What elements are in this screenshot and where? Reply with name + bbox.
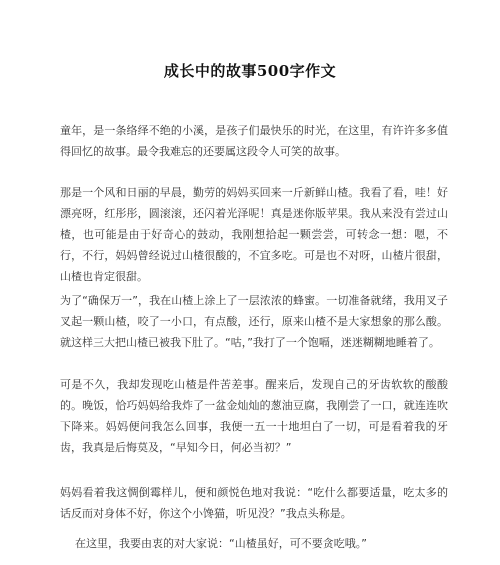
paragraph-6: 在这里，我要由衷的对大家说：“山楂虽好，可不要贪吃哦。” [75, 537, 367, 550]
paragraph-3: 为了“确保万一”，我在山楂上涂上了一层浓浓的蜂蜜。一切准备就绪，我用叉子叉起一颗山楂，咬了一小口，有点酸，还行，原来山楂不是大家想象的那么酸。就这样三大把山楂已被我下肚了。“咕，”我打了一个饱嗝，迷迷糊糊地睡着了。 [60, 294, 448, 349]
paragraph-1: 童年，是一条络绎不绝的小溪，是孩子们最快乐的时光，在这里，有许许多多值得回忆的故事。最令我难忘的还要属这段令人可笑的故事。 [60, 124, 448, 158]
paragraph-2: 那是一个风和日丽的早晨，勤劳的妈妈买回来一斤新鲜山楂。我看了看，哇！好漂亮呀，红彤彤，圆滚滚，还闪着光泽呢！真是迷你版苹果。我从来没有尝过山楂，也可能是由于好奇心的鼓动，我刚想拾起一颗尝尝，可转念一想：嗯，不行，不行，妈妈曾经说过山楂很酸的，不宜多吃。可是也不对呀，山楂片很甜，山楂也肯定很甜。 [60, 186, 448, 283]
article-title: 成长中的故事500字作文 [163, 62, 337, 80]
paragraph-5: 妈妈看着我这惆倒霉样儿，便和颜悦色地对我说：“吃什么都要适量，吃太多的话反而对身体不好，你这个小馋猫，听见没？”我点头称是。 [60, 486, 448, 520]
paragraph-4: 可是不久，我却发现吃山楂是件苦差事。醒来后，发现自己的牙齿软软的酸酸的。晚饭，恰巧妈妈给我炸了一盆金灿灿的葱油豆腐，我刚尝了一口，就连连吹下降来。妈妈便问我怎么回事，我便一五一十地坦白了一切，可是看着我的牙齿，我真是后悔莫及，“早知今日，何必当初？” [60, 378, 448, 454]
